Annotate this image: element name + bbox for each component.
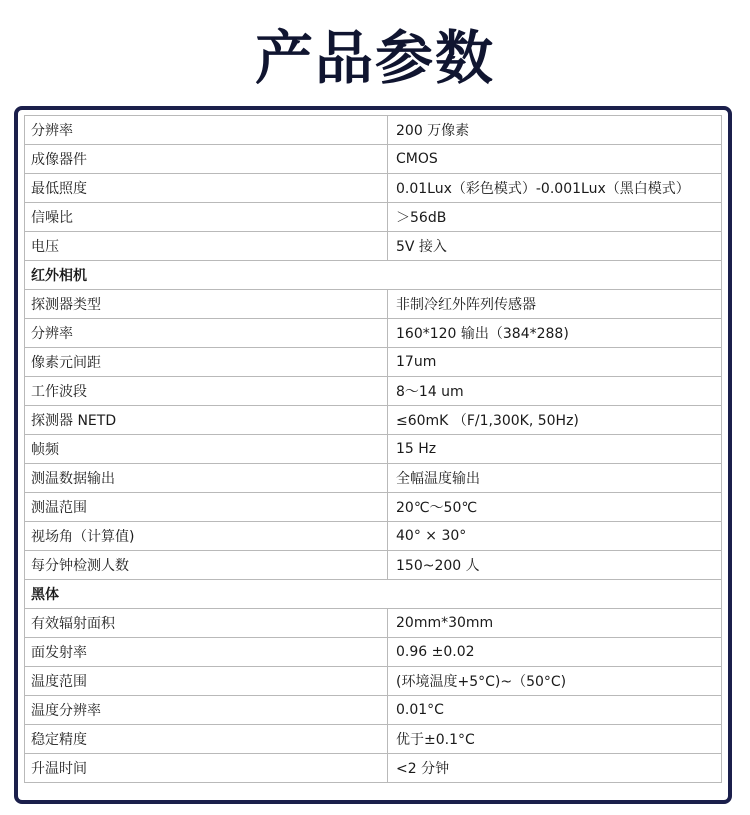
param-label: 信噪比 xyxy=(25,203,388,232)
param-value: 20℃～50℃ xyxy=(388,493,722,522)
table-row xyxy=(25,696,722,725)
param-value: 5V 接入 xyxy=(388,232,722,261)
param-value: 0.01Lux（彩色模式）-0.001Lux（黑白模式） xyxy=(388,174,722,203)
param-label: 温度分辨率 xyxy=(25,696,388,725)
table-row xyxy=(25,435,722,464)
param-label: 分辨率 xyxy=(25,319,388,348)
spec-table xyxy=(24,115,722,783)
param-label: 工作波段 xyxy=(25,377,388,406)
section-heading: 红外相机 xyxy=(25,261,722,290)
param-value: 200 万像素 xyxy=(388,116,722,145)
param-value: CMOS xyxy=(388,145,722,174)
param-label: 分辨率 xyxy=(25,116,388,145)
param-label: 视场角（计算值) xyxy=(25,522,388,551)
param-value: 20mm*30mm xyxy=(388,609,722,638)
table-row xyxy=(25,609,722,638)
table-row xyxy=(25,725,722,754)
param-label: 升温时间 xyxy=(25,754,388,783)
param-label: 测温数据输出 xyxy=(25,464,388,493)
param-label: 每分钟检测人数 xyxy=(25,551,388,580)
table-row xyxy=(25,522,722,551)
table-row xyxy=(25,377,722,406)
param-value: (环境温度+5°C)~（50°C) xyxy=(388,667,722,696)
table-row xyxy=(25,174,722,203)
table-row xyxy=(25,145,722,174)
param-label: 温度范围 xyxy=(25,667,388,696)
section-heading-row xyxy=(25,580,722,609)
table-row xyxy=(25,116,722,145)
param-value: 160*120 输出（384*288) xyxy=(388,319,722,348)
param-label: 面发射率 xyxy=(25,638,388,667)
table-row xyxy=(25,754,722,783)
param-label: 有效辐射面积 xyxy=(25,609,388,638)
param-label: 电压 xyxy=(25,232,388,261)
param-value: ≤60mK （F/1,300K, 50Hz) xyxy=(388,406,722,435)
param-value: 0.96 ±0.02 xyxy=(388,638,722,667)
table-row xyxy=(25,290,722,319)
param-value: 15 Hz xyxy=(388,435,722,464)
param-value: 17um xyxy=(388,348,722,377)
param-label: 探测器 NETD xyxy=(25,406,388,435)
param-value: 40° × 30° xyxy=(388,522,722,551)
table-row xyxy=(25,638,722,667)
param-value: ＞56dB xyxy=(388,203,722,232)
param-label: 探测器类型 xyxy=(25,290,388,319)
param-value: 8～14 um xyxy=(388,377,722,406)
page-title: 产品参数 xyxy=(254,24,495,92)
param-label: 最低照度 xyxy=(25,174,388,203)
param-value: 150~200 人 xyxy=(388,551,722,580)
table-row xyxy=(25,348,722,377)
spec-table-body xyxy=(25,116,722,783)
spec-table-frame xyxy=(14,106,732,804)
param-label: 测温范围 xyxy=(25,493,388,522)
param-value: 优于±0.1°C xyxy=(388,725,722,754)
param-value: <2 分钟 xyxy=(388,754,722,783)
table-row xyxy=(25,406,722,435)
section-heading: 黑体 xyxy=(25,580,722,609)
param-label: 帧频 xyxy=(25,435,388,464)
table-row xyxy=(25,232,722,261)
section-heading-row xyxy=(25,261,722,290)
param-label: 成像器件 xyxy=(25,145,388,174)
table-row xyxy=(25,551,722,580)
param-label: 像素元间距 xyxy=(25,348,388,377)
param-label: 稳定精度 xyxy=(25,725,388,754)
table-row xyxy=(25,203,722,232)
table-row xyxy=(25,319,722,348)
param-value: 全幅温度输出 xyxy=(388,464,722,493)
param-value: 非制冷红外阵列传感器 xyxy=(388,290,722,319)
table-row xyxy=(25,667,722,696)
table-row xyxy=(25,493,722,522)
table-row xyxy=(25,464,722,493)
param-value: 0.01°C xyxy=(388,696,722,725)
